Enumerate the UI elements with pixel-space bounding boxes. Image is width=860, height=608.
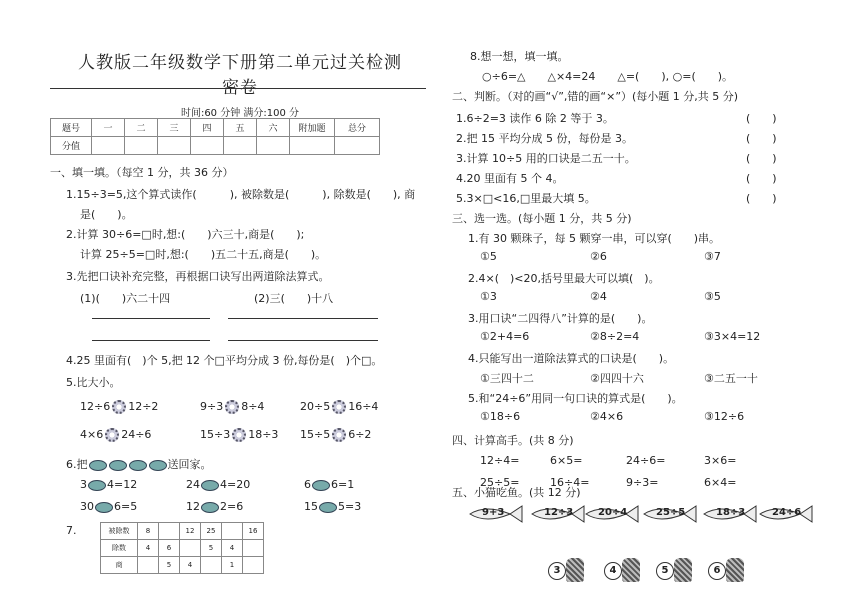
choice-question: 2.4×( )<20,括号里最大可以填( )。 [468, 272, 660, 285]
q6-num: 15 [304, 500, 318, 513]
blank-ball-icon[interactable] [201, 502, 219, 513]
q2-text: 2.计算 30÷6=□时,想:( )六三十,商是( ); [66, 228, 305, 241]
q8-text: 8.想一想，填一填。 [470, 50, 569, 63]
score-header-cell: 一 [92, 119, 125, 137]
section-4-heading: 四、计算高手。(共 8 分) [452, 434, 574, 447]
q6-num: 3 [80, 478, 87, 491]
compare-row [80, 400, 158, 414]
choice-question: 3.用口诀“二四得八”计算的是( )。 [468, 312, 653, 325]
choice-option[interactable]: ②四四十六 [590, 372, 644, 385]
cat-card[interactable] [708, 556, 746, 584]
q7-cell: 被除数 [101, 523, 138, 540]
judge-blank[interactable]: ( ) [746, 152, 777, 165]
fish-label: 12÷3 [544, 507, 574, 518]
fish-card[interactable] [640, 503, 700, 525]
q6-num: 6 [304, 478, 311, 491]
q7-text: 7. [66, 524, 77, 537]
choice-option[interactable]: ③3×4=12 [704, 330, 761, 343]
q6-rest: 4=20 [220, 478, 251, 491]
blank-ball-icon[interactable] [319, 502, 337, 513]
q7-cell: 4 [138, 540, 159, 557]
q6-rest: 5=3 [338, 500, 362, 513]
title-divider [50, 88, 426, 89]
q6-item [80, 500, 137, 513]
choice-option[interactable]: ①18÷6 [480, 410, 521, 423]
compare-expr: 8÷4 [241, 400, 265, 413]
compare-row [300, 400, 378, 414]
calc-item[interactable]: 24÷6= [626, 454, 666, 467]
q7-cell: 4 [222, 540, 243, 557]
q6-item [304, 500, 361, 513]
q7-cell[interactable] [138, 557, 159, 574]
fish-card[interactable] [756, 503, 816, 525]
compare-flower-blank[interactable] [232, 428, 246, 442]
section-5-heading: 五、小猫吃鱼。(共 12 分) [452, 486, 581, 499]
q7-cell: 1 [222, 557, 243, 574]
compare-expr: 4×6 [80, 428, 104, 441]
q6-item [304, 478, 354, 491]
compare-row [200, 400, 264, 414]
cat-number: 3 [548, 562, 566, 580]
compare-expr: 12÷6 [80, 400, 111, 413]
q6-item [80, 478, 137, 491]
calc-item[interactable]: 12÷4= [480, 454, 520, 467]
q7-cell: 4 [180, 557, 201, 574]
compare-row [300, 428, 371, 442]
choice-option[interactable]: ③12÷6 [704, 410, 745, 423]
blank-ball-icon[interactable] [95, 502, 113, 513]
q6-item [186, 500, 243, 513]
choice-option[interactable]: ①2+4=6 [480, 330, 530, 343]
choice-option[interactable]: ①三四十二 [480, 372, 534, 385]
choice-option[interactable]: ③二五一十 [704, 372, 758, 385]
section-2-heading: 二、判断。（对的画“√”,错的画“×”）(每小题 1 分,共 5 分) [452, 90, 739, 103]
blank-ball-icon[interactable] [88, 480, 106, 491]
q7-cell: 5 [201, 540, 222, 557]
cat-icon [622, 558, 640, 582]
score-header-cell: 二 [125, 119, 158, 137]
compare-expr: 12÷2 [128, 400, 159, 413]
q7-cell[interactable] [222, 523, 243, 540]
calc-item[interactable]: 6×5= [550, 454, 583, 467]
cat-icon [674, 558, 692, 582]
q7-table [100, 522, 264, 574]
score-cell[interactable] [290, 137, 335, 155]
choice-option[interactable]: ①5 [480, 250, 497, 263]
score-cell[interactable] [257, 137, 290, 155]
compare-flower-blank[interactable] [332, 428, 346, 442]
compare-row [80, 428, 151, 442]
answer-line[interactable] [92, 318, 210, 319]
judge-item: 4.20 里面有 5 个 4。 [456, 172, 564, 185]
fish-card[interactable] [700, 503, 760, 525]
fish-label: 20÷4 [598, 507, 628, 518]
fish-card[interactable] [466, 503, 526, 525]
q6-num: 30 [80, 500, 94, 513]
page-title: 人教版二年级数学下册第二单元过关检测密卷 [78, 53, 402, 98]
section-3-heading: 三、选一选。(每小题 1 分，共 5 分) [452, 212, 632, 225]
score-table [50, 118, 380, 155]
compare-expr: 15÷3 [200, 428, 231, 441]
q6-rest: 6=1 [331, 478, 355, 491]
fish-card[interactable] [582, 503, 642, 525]
section-1-heading: 一、填一填。（每空 1 分，共 36 分） [50, 166, 234, 179]
compare-expr: 16÷4 [348, 400, 379, 413]
compare-expr: 20÷5 [300, 400, 331, 413]
compare-expr: 18÷3 [248, 428, 279, 441]
judge-blank[interactable]: ( ) [746, 172, 777, 185]
choice-option[interactable]: ③7 [704, 250, 721, 263]
cat-card[interactable] [548, 556, 586, 584]
judge-item: 5.3×□<16,□里最大填 5。 [456, 192, 596, 205]
q7-cell: 16 [243, 523, 264, 540]
q7-cell: 8 [138, 523, 159, 540]
choice-question: 5.和“24÷6”用同一句口诀的算式是( )。 [468, 392, 683, 405]
q6-text-end: 送回家。 [167, 458, 212, 471]
q6-rest: 4=12 [107, 478, 138, 491]
judge-blank[interactable]: ( ) [746, 192, 777, 205]
cat-card[interactable] [656, 556, 694, 584]
q6-text-start: 6.把 [66, 458, 88, 471]
blank-ball-icon[interactable] [312, 480, 330, 491]
q6-rest: 6=5 [114, 500, 138, 513]
score-cell[interactable] [125, 137, 158, 155]
q8-equation: ○÷6=△ △×4=24 △=( ), ○=( )。 [482, 70, 734, 83]
sign-ball-icon[interactable] [149, 460, 167, 471]
q7-cell[interactable] [180, 540, 201, 557]
cat-number: 4 [604, 562, 622, 580]
calc-item[interactable]: 6×4= [704, 476, 737, 489]
calc-item[interactable]: 16÷4= [550, 476, 590, 489]
compare-flower-blank[interactable] [332, 400, 346, 414]
sign-ball-icon[interactable] [129, 460, 147, 471]
q7-cell[interactable] [243, 540, 264, 557]
q7-cell[interactable] [159, 523, 180, 540]
q6-num: 12 [186, 500, 200, 513]
q1-text-cont: 是( )。 [80, 208, 133, 221]
judge-blank[interactable]: ( ) [746, 132, 777, 145]
score-header-cell: 四 [191, 119, 224, 137]
sign-ball-icon[interactable] [109, 460, 127, 471]
score-cell[interactable] [224, 137, 257, 155]
calc-item[interactable]: 9÷3= [626, 476, 659, 489]
exam-meta: 时间:60 分钟 满分:100 分 [180, 108, 300, 119]
score-header-cell: 六 [257, 119, 290, 137]
q3a-text: (1)( )六二十四 [80, 292, 171, 305]
choice-option[interactable]: ①3 [480, 290, 497, 303]
score-cell[interactable] [158, 137, 191, 155]
cat-icon [566, 558, 584, 582]
compare-row [200, 428, 278, 442]
score-header-cell: 题号 [51, 119, 92, 137]
judge-item: 1.6÷2=3 读作 6 除 2 等于 3。 [456, 112, 614, 125]
score-header-cell: 三 [158, 119, 191, 137]
score-cell[interactable] [92, 137, 125, 155]
q6-text [66, 456, 212, 472]
q7-cell: 25 [201, 523, 222, 540]
fish-card[interactable] [528, 503, 588, 525]
q4-text: 4.25 里面有( )个 5,把 12 个□平均分成 3 份,每份是( )个□。 [66, 354, 383, 367]
score-cell[interactable] [191, 137, 224, 155]
choice-option[interactable]: ②4×6 [590, 410, 624, 423]
q1-text: 1.15÷3=5,这个算式读作( ), 被除数是( ), 除数是( ), 商 [66, 188, 416, 201]
fish-label: 25÷5 [656, 507, 686, 518]
judge-item: 3.计算 10÷5 用的口诀是二五一十。 [456, 152, 636, 165]
q7-cell: 12 [180, 523, 201, 540]
choice-option[interactable]: ②4 [590, 290, 607, 303]
q6-item [186, 478, 250, 491]
cat-icon [726, 558, 744, 582]
q5-text: 5.比大小。 [66, 376, 121, 389]
q6-rest: 2=6 [220, 500, 244, 513]
q7-cell: 6 [159, 540, 180, 557]
compare-flower-blank[interactable] [225, 400, 239, 414]
q7-cell: 5 [159, 557, 180, 574]
calc-item[interactable]: 3×6= [704, 454, 737, 467]
q7-cell[interactable] [243, 557, 264, 574]
compare-expr: 6÷2 [348, 428, 372, 441]
judge-item: 2.把 15 平均分成 5 份，每份是 3。 [456, 132, 633, 145]
score-header-cell: 五 [224, 119, 257, 137]
choice-option[interactable]: ③5 [704, 290, 721, 303]
compare-expr: 9÷3 [200, 400, 224, 413]
score-cell[interactable] [335, 137, 380, 155]
compare-expr: 15÷5 [300, 428, 331, 441]
fish-label: 24÷6 [772, 507, 802, 518]
answer-line[interactable] [228, 340, 378, 341]
answer-line[interactable] [228, 318, 378, 319]
q7-cell[interactable] [201, 557, 222, 574]
q2-text-cont: 计算 25÷5=□时,想:( )五二十五,商是( )。 [80, 248, 327, 261]
calc-item[interactable]: 25÷5= [480, 476, 520, 489]
fish-label: 9+3 [482, 507, 505, 518]
sign-ball-icon[interactable] [89, 460, 107, 471]
fish-label: 18÷3 [716, 507, 746, 518]
q7-cell: 商 [101, 557, 138, 574]
q3b-text: (2)三( )十八 [254, 292, 334, 305]
cat-number: 5 [656, 562, 674, 580]
cat-card[interactable] [604, 556, 642, 584]
compare-expr: 24÷6 [121, 428, 152, 441]
compare-flower-blank[interactable] [112, 400, 126, 414]
choice-question: 1.有 30 颗珠子，每 5 颗穿一串，可以穿( )串。 [468, 232, 721, 245]
judge-blank[interactable]: ( ) [746, 112, 777, 125]
cat-number: 6 [708, 562, 726, 580]
choice-option[interactable]: ②8÷2=4 [590, 330, 640, 343]
choice-option[interactable]: ②6 [590, 250, 607, 263]
answer-line[interactable] [92, 340, 210, 341]
blank-ball-icon[interactable] [201, 480, 219, 491]
choice-question: 4.只能写出一道除法算式的口诀是( )。 [468, 352, 675, 365]
compare-flower-blank[interactable] [105, 428, 119, 442]
score-header-cell: 附加题 [290, 119, 335, 137]
score-header-cell: 总分 [335, 119, 380, 137]
q7-cell: 除数 [101, 540, 138, 557]
score-row-label: 分值 [51, 137, 92, 155]
q6-num: 24 [186, 478, 200, 491]
q3-text: 3.先把口诀补充完整，再根据口诀写出两道除法算式。 [66, 270, 330, 283]
